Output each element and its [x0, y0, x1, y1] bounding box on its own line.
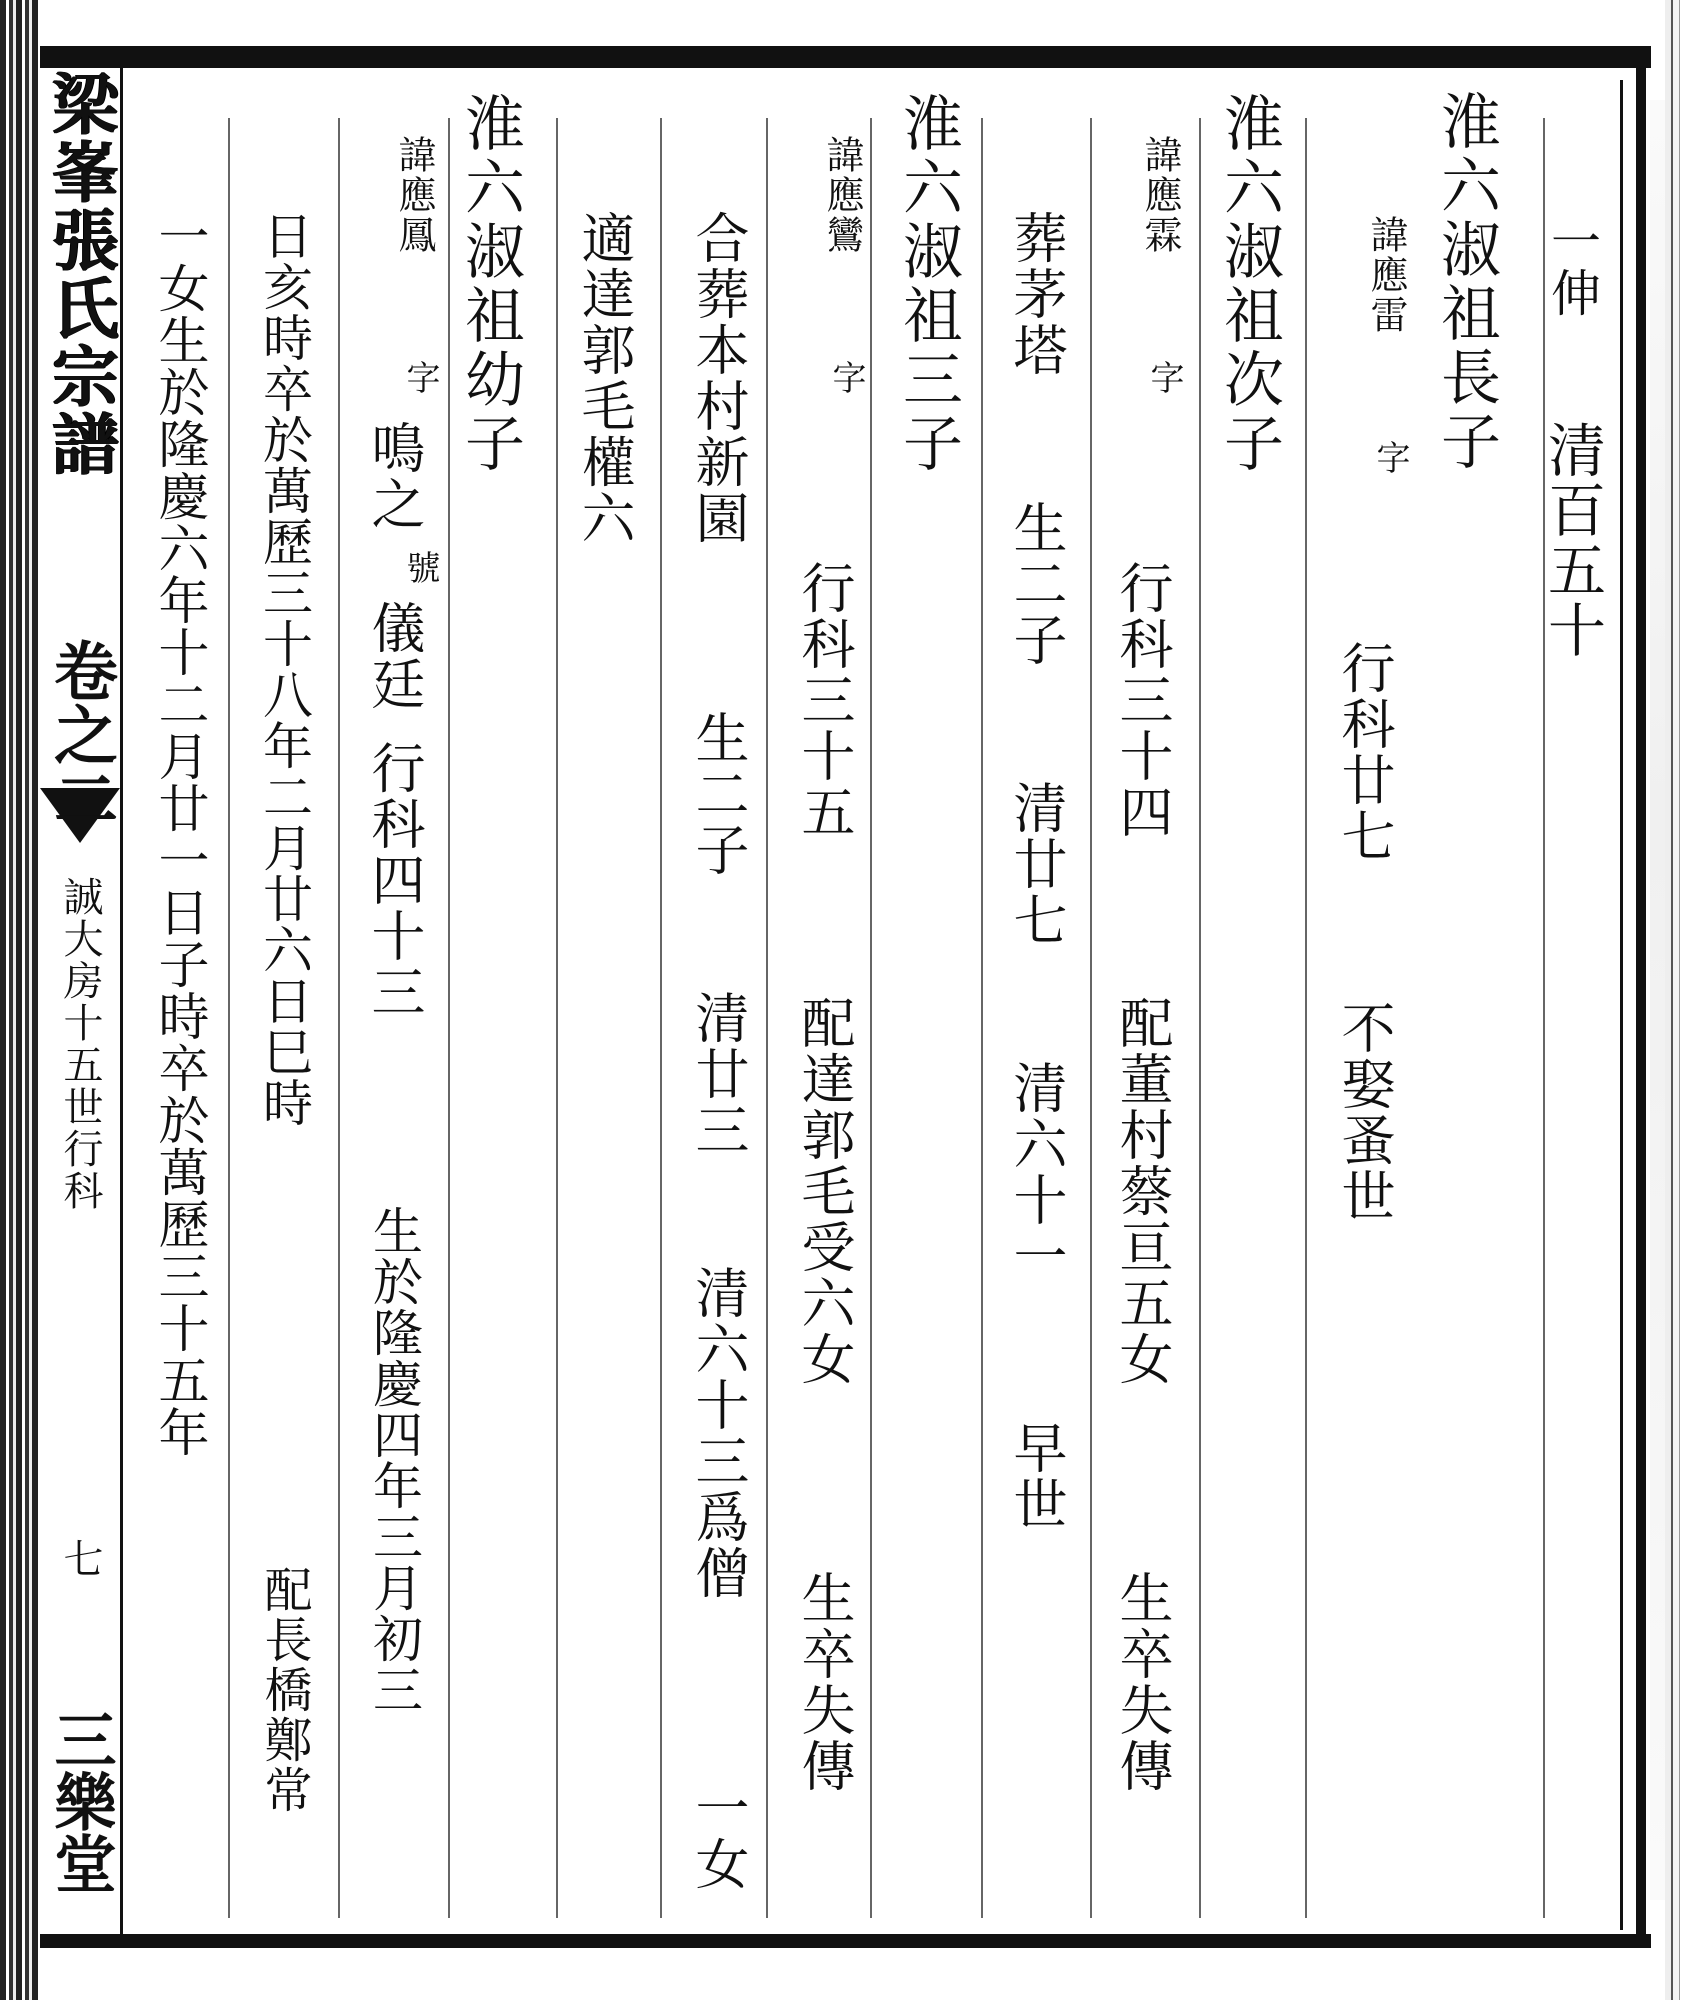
- daughter-marriage: 適達郭毛權六: [573, 210, 636, 546]
- daughter: 一女: [687, 1780, 750, 1892]
- volume-label: 卷之二: [43, 638, 118, 830]
- courtesy-label: 字: [1370, 440, 1410, 476]
- spouse: 配長橋鄭常: [256, 1565, 312, 1815]
- genealogy-title: 梁峯張氏宗譜: [41, 70, 119, 478]
- dates: 生卒失傳: [1111, 1570, 1174, 1794]
- note: 不娶蚤世: [1333, 1000, 1396, 1224]
- spouse: 配達郭毛受六女: [793, 995, 856, 1387]
- burial: 葬茅塔: [1005, 210, 1068, 378]
- generation-note: 一伸: [1543, 215, 1601, 319]
- page-number: 七: [57, 1538, 103, 1578]
- remark: 清廿七: [1005, 780, 1068, 948]
- spouse: 配董村蔡亘五女: [1111, 995, 1174, 1387]
- remark: 清六十三爲僧: [687, 1265, 750, 1601]
- dates: 生卒失傳: [793, 1570, 856, 1794]
- rank: 行科廿七: [1333, 640, 1396, 864]
- courtesy-label: 字: [400, 360, 440, 396]
- column-rule: [766, 118, 768, 1918]
- rank: 行科四十三: [363, 740, 426, 1020]
- column-rule: [1305, 118, 1307, 1918]
- children: 生二子: [687, 710, 750, 878]
- note: 早世: [1005, 1420, 1068, 1532]
- remark: 清廿三: [687, 990, 750, 1158]
- art-name-label: 號: [400, 550, 440, 586]
- column-rule: [228, 118, 230, 1918]
- column-rule: [1090, 118, 1092, 1918]
- column-rule: [338, 118, 340, 1918]
- page-edge-left: [0, 0, 40, 2000]
- courtesy-name: 鳴之: [363, 420, 426, 532]
- page-edge-right: [1665, 0, 1691, 2000]
- hall-name: 三樂堂: [44, 1708, 117, 1894]
- column-rule: [1199, 118, 1201, 1918]
- rank: 行科三十五: [793, 560, 856, 840]
- burial: 合葬本村新園: [687, 210, 750, 546]
- column-rule: [981, 118, 983, 1918]
- entry-heading: 淮六淑祖次子: [1214, 92, 1284, 476]
- column-rule: [556, 118, 558, 1918]
- daughter-record: 一女生於隆慶六年十二月廿一日子時卒於萬歷三十五年: [149, 210, 208, 1458]
- death-record: 日亥時卒於萬歷三十八年二月廿六日巳時: [255, 210, 313, 1128]
- frame-right-inner-rule: [1620, 80, 1623, 1930]
- section-label: 誠大房十五世行科: [57, 876, 103, 1212]
- entry-heading: 淮六淑祖幼子: [455, 92, 525, 476]
- frame-bottom-border: [40, 1934, 1651, 1948]
- taboo-name: 諱應霖: [1138, 135, 1182, 255]
- center-fold: [40, 68, 123, 1934]
- frame-top-border: [40, 46, 1651, 68]
- taboo-name: 諱應鸞: [820, 135, 864, 255]
- art-name: 儀廷: [363, 600, 426, 712]
- taboo-name: 諱應雷: [1364, 215, 1408, 335]
- taboo-name: 諱應鳳: [392, 135, 436, 255]
- entry-heading: 淮六淑祖長子: [1431, 90, 1501, 474]
- remark: 清百五十: [1538, 420, 1606, 660]
- children: 生二子: [1005, 500, 1068, 668]
- remark: 清六十一: [1005, 1060, 1068, 1284]
- frame-right-border: [1636, 46, 1646, 1948]
- courtesy-label: 字: [1144, 360, 1184, 396]
- rank: 行科三十四: [1111, 560, 1174, 840]
- birth: 生於隆慶四年三月初三: [365, 1205, 423, 1715]
- column-rule: [660, 118, 662, 1918]
- entry-heading: 淮六淑祖三子: [893, 92, 963, 476]
- courtesy-label: 字: [826, 360, 866, 396]
- column-rule: [1543, 118, 1545, 1918]
